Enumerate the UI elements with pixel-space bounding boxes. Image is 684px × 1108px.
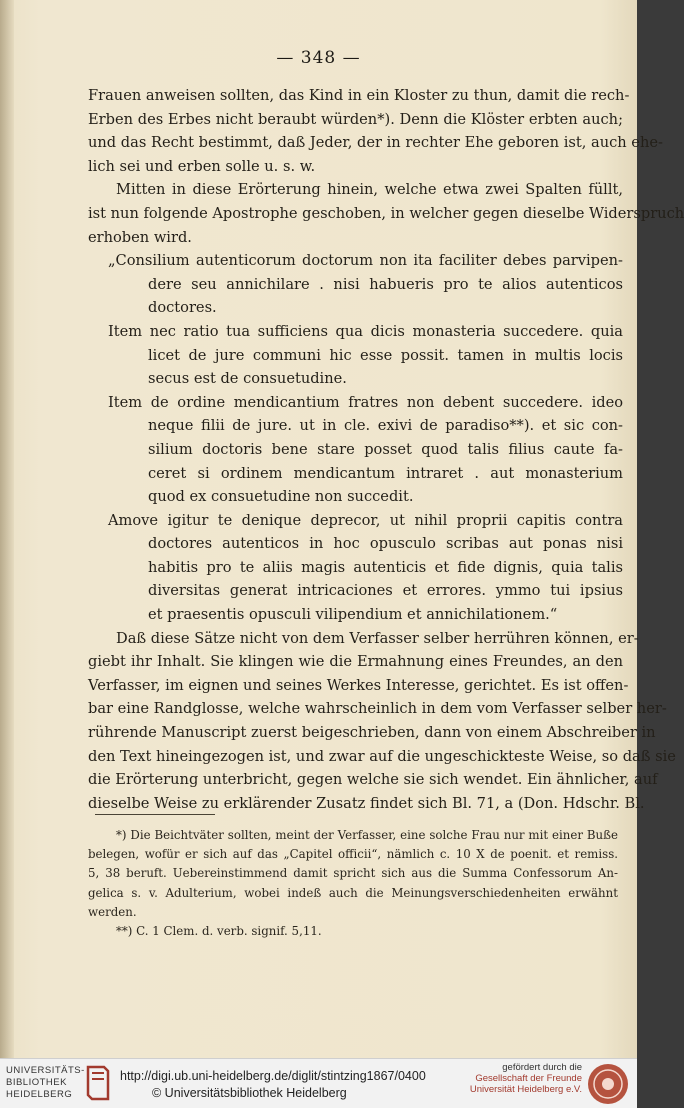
footnote-line: werden. (88, 904, 137, 919)
body-line: bar eine Randglosse, welche wahrscheinlich in dem vom Verfasser selber her- (88, 700, 667, 718)
body-line: Frauen anweisen sollten, das Kind in ein Kloster zu thun, damit die rech- (88, 87, 630, 104)
quote-line: doctores autenticos in hoc opusculo scribas aut ponas nisi (148, 535, 623, 553)
library-logo-text (6, 1065, 85, 1101)
body-line: giebt ihr Inhalt. Sie klingen wie die Ermahnung eines Freundes, an den (88, 653, 623, 671)
quote-line: „Consilium autenticorum doctorum non ita faciliter debes parvipen- (108, 252, 623, 270)
quote-line: neque filii de jure. ut in cle. exivi de paradiso**). et sic con- (148, 417, 623, 435)
quote-line: silium doctoris bene stare posset quod talis filius caute fa- (148, 440, 623, 458)
quote-line: licet de jure communi hic esse possit. tamen in multis locis (148, 346, 623, 364)
body-line: Mitten in diese Erörterung hinein, welche etwa zwei Spalten füllt, (116, 181, 623, 199)
sponsor-line: gefördert durch die (502, 1062, 582, 1073)
library-logo-icon (84, 1063, 112, 1103)
body-line: rührende Manuscript zuerst beigeschrieben, dann von einem Abschreiber in (88, 724, 656, 742)
body-line: Verfasser, im eignen und seines Werkes Interesse, gerichtet. Es ist offen- (88, 676, 629, 694)
quote-line: ceret si ordinem mendicantum intraret . aut monasterium (148, 464, 623, 482)
footnote-line: belegen, wofür er sich auf das „Capitel officii“, nämlich c. 10 X de poenit. et remiss. (88, 847, 618, 862)
copyright-text: © Universitätsbibliothek Heidelberg (152, 1086, 347, 1100)
library-line: BIBLIOTHEK (6, 1077, 67, 1088)
quote-line: et praesentis opusculi vilipendium et annichilationem.“ (148, 606, 558, 624)
body-line: Daß diese Sätze nicht von dem Verfasser selber herrühren können, er- (116, 629, 639, 647)
library-line: HEIDELBERG (6, 1089, 73, 1100)
body-line: lich sei und erben solle u. s. w. (88, 157, 316, 175)
quote-line: diversitas generat intricaciones et errores. ymmo tui ipsius (148, 582, 623, 600)
quote-line: doctores. (148, 299, 217, 317)
sponsor-line: Universität Heidelberg e.V. (469, 1084, 582, 1095)
page-body (88, 84, 684, 815)
body-line: den Text hineingezogen ist, und zwar auf die ungeschickteste Weise, so daß sie (88, 747, 676, 765)
page-fold-shadow (0, 0, 14, 1058)
footnote-line: **) C. 1 Clem. d. verb. signif. 5,11. (116, 923, 322, 938)
quote-line: dere seu annichilare . nisi habueris pro te alios autenticos (148, 275, 623, 293)
quote-line: Amove igitur te denique deprecor, ut nihil proprii capitis contra (108, 511, 623, 529)
footnotes (88, 826, 618, 941)
university-seal-icon (586, 1062, 630, 1106)
body-line: dieselbe Weise zu erklärender Zusatz findet sich Bl. 71, a (Don. Hdschr. Bl. (88, 794, 645, 812)
quote-line: Item nec ratio tua sufficiens qua dicis monasteria succedere. quia (108, 322, 623, 340)
quote-line: secus est de consuetudine. (148, 370, 347, 388)
library-line: UNIVERSITÄTS- (6, 1065, 85, 1076)
body-line: erhoben wird. (88, 228, 192, 246)
quote-line: habitis pro te aliis magis autenticis et fide dignis, quia talis (148, 558, 623, 576)
viewer-footer (0, 1058, 637, 1108)
footnote-line: gelica s. v. Adulterium, wobei indeß auch die Meinungsverschiedenheiten erwähnt (88, 885, 618, 900)
page-number: — 348 — (276, 48, 361, 68)
quote-line: Item de ordine mendicantium fratres non debent succedere. ideo (108, 393, 623, 411)
body-line: die Erörterung unterbricht, gegen welche sie sich wendet. Ein ähnlicher, auf (88, 771, 658, 789)
footnote-divider (95, 814, 215, 815)
body-line: ist nun folgende Apostrophe geschoben, in welcher gegen dieselbe Widerspruch (88, 204, 684, 222)
footnote-line: *) Die Beichtväter sollten, meint der Verfasser, eine solche Frau nur mit einer Buße (116, 828, 618, 842)
body-line: und das Recht bestimmt, daß Jeder, der in rechter Ehe geboren ist, auch ehe- (88, 134, 663, 152)
body-line: Erben des Erbes nicht beraubt würden*). Denn die Klöster erbten auch; (88, 110, 623, 128)
sponsor-line: Gesellschaft der Freunde (475, 1073, 582, 1084)
quote-line: quod ex consuetudine non succedit. (148, 488, 414, 506)
sponsor-text (452, 1062, 582, 1095)
footnote-line: 5, 38 beruft. Uebereinstimmend damit spricht sich aus die Summa Confessorum An- (88, 866, 618, 881)
permalink-url[interactable]: http://digi.ub.uni-heidelberg.de/diglit/stintzing1867/0400 (120, 1069, 426, 1083)
